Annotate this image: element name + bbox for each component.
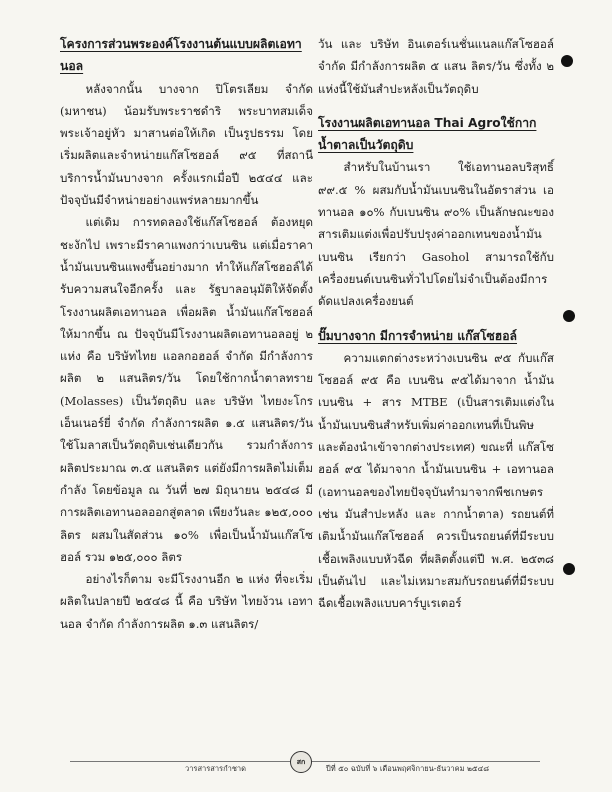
paragraph-gasohol: สำหรับในบ้านเรา ใช้เอทานอลบริสุทธิ์ ๙๙.๕ % ผสมกับน้ำมันเบนซินในอัตราส่วน เอทานอล ๑๐% กับเบนซิน ๙๐% เป็นลักษณะของสารเติมแต่งเพื่อปรับปรุงค่าออกเทนของน้ำมันเบนซิน เรียกว่า Gasohol สามารถใช้กับเครื่องยนต์เบนซินทั่วไปโดยไม่จำเป็นต้องมีการดัดแปลงเครื่องยนต์ [318,160,554,309]
left-column [60,33,313,635]
journal-logo-icon: สก [290,751,312,773]
page-footer [0,755,612,783]
section-heading-bangchak-station: ปั๊มบางจาก มีการจำหน่าย แก๊สโซฮอล์ [318,328,518,343]
paragraph-continued: วัน และ บริษัท อินเตอร์เนชั่นแนลแก๊สโซฮอล์ จำกัด มีกำลังการผลิต ๕ แสน ลิตร/วัน ซึ่งทั้ง ๒ แห่งนี้ใช้มันสำปะหลังเป็นวัตถุดิบ [318,37,554,96]
margin-dot-icon [563,563,575,575]
paragraph-history: แต่เดิม การทดลองใช้แก๊สโซฮอล์ ต้องหยุดชะงักไป เพราะมีราคาแพงกว่าเบนซิน แต่เมื่อราคาน้ำมันเบนซินแพงขึ้นอย่างมาก ทำให้แก๊สโซฮอล์ได้รับความสนใจอีกครั้ง และ รัฐบาลอนุมัติให้จัดตั้งโรงงานผลิตเอทานอล เพื่อผลิต น้ำมันแก๊สโซฮอล์ให้มากขึ้น ณ ปัจจุบันมีโรงงานผลิตเอทานอลอยู่ ๒ แห่ง คือ บริษัทไทย แอลกอฮอล์ จำกัด มีกำลังการผลิต ๒ แสนลิตร/วัน โดยใช้กากน้ำตาลทราย (Molasses) เป็นวัตถุดิบ และ บริษัท ไทยงะโกร เอ็นเนอร์ยี่ จำกัด กำลังการผลิต ๑.๕ แสนลิตร/วัน ใช้โมลาสเป็นวัตถุดิบเช่นเดียวกัน รวมกำลังการผลิตประมาณ ๓.๕ แสนลิตร แต่ยังมีการผลิตไม่เต็มกำลัง โดยข้อมูล ณ วันที่ ๒๗ มิถุนายน ๒๕๔๘ มีการผลิตเอทานอลออกสู่ตลาด เพียงวันละ ๑๒๕,๐๐๐ ลิตร ผสมในสัดส่วน ๑๐% เพื่อเป็นน้ำมันแก๊สโซฮอล์ รวม ๑๒๕,๐๐๐ ลิตร [60,215,313,564]
margin-dot-icon [563,310,575,322]
paragraph-bangchak: หลังจากนั้น บางจาก ปิโตรเลียม จำกัด (มหาชน) น้อมรับพระราชดำริ พระบาทสมเด็จพระเจ้าอยู่หัว มาสานต่อให้เกิด เป็นรูปธรรม โดยเริ่มผลิตและจำหน่ายแก๊สโซฮอล์ ๙๕ ที่สถานีบริการน้ำมันบางจาก ครั้งแรกเมื่อปี ๒๕๔๔ และปัจจุบันมีจำหน่ายอย่างแพร่หลายมากขึ้น [60,81,313,208]
section-heading-royal-project: โครงการส่วนพระองค์โรงงานต้นแบบผลิตเอทานอล [60,37,302,74]
section-heading-thai-agro: โรงงานผลิตเอทานอล Thai Agroใช้กากน้ำตาลเป็นวัตถุดิบ [318,115,537,153]
issue-info: ปีที่ ๕๐ ฉบับที่ ๖ เดือนพฤศจิกายน-ธันวาคม ๒๕๔๘ [326,764,490,773]
paragraph-difference: ความแตกต่างระหว่างเบนซิน ๙๕ กับแก๊สโซฮอล์ ๙๕ คือ เบนซิน ๙๕ได้มาจาก น้ำมันเบนซิน + สาร MTBE (เป็นสารเติมแต่งในน้ำมันเบนซินสำหรับเพิ่มค่าออกเทนที่เป็นพิษ และต้องนำเข้าจากต่างประเทศ) ขณะที่ แก๊สโซฮอล์ ๙๕ ได้มาจาก น้ำมันเบนซิน + เอทานอล (เอทานอลของไทยปัจจุบันทำมาจากพืชเกษตร เช่น มันสำปะหลัง และ กากน้ำตาล) รถยนต์ที่เติมน้ำมันแก๊สโซฮอล์ ควรเป็นรถยนต์ที่มีระบบเชื้อเพลิงแบบหัวฉีด ที่ผลิตตั้งแต่ปี พ.ศ. ๒๕๓๘ เป็นต้นไป และไม่เหมาะสมกับรถยนต์ที่มีระบบฉีดเชื้อเพลิงแบบคาร์บูเรเตอร์ [318,350,554,611]
paragraph-new-plants: อย่างไรก็ตาม จะมีโรงงานอีก ๒ แห่ง ที่จะเริ่มผลิตในปลายปี ๒๕๔๘ นี้ คือ บริษัท ไทยง้วน เอทานอล จำกัด กำลังการผลิต ๑.๓ แสนลิตร/ [60,572,313,631]
journal-title: วารสารสารกำชาด [185,764,247,773]
right-column [318,33,554,614]
margin-dot-icon [561,55,573,67]
